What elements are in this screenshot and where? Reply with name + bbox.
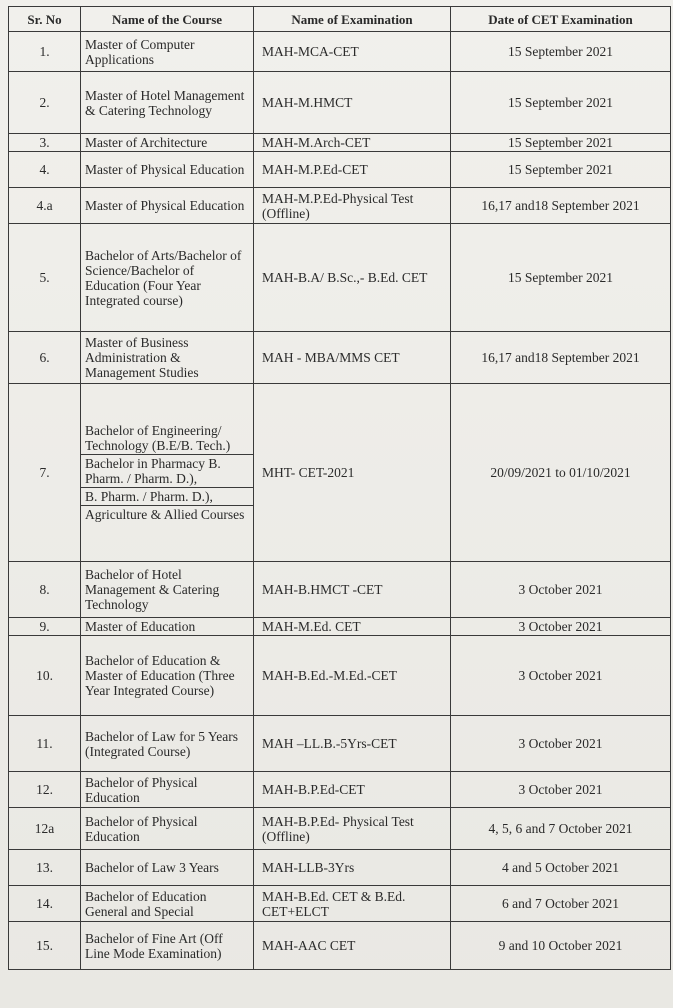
sr-no-cell: 4.a	[9, 188, 81, 224]
course-name: Bachelor of Hotel Management & Catering Technology	[85, 567, 220, 612]
table-row	[9, 850, 671, 886]
date-cell: 15 September 2021	[451, 224, 671, 332]
course-cell	[81, 72, 254, 134]
date-cell: 4 and 5 October 2021	[451, 850, 671, 886]
course-cell	[81, 152, 254, 188]
header-date: Date of CET Examination	[451, 7, 671, 32]
sr-no-cell: 11.	[9, 716, 81, 772]
sr-no-cell: 7.	[9, 384, 81, 562]
course-cell	[81, 850, 254, 886]
date-cell: 16,17 and18 September 2021	[451, 332, 671, 384]
date-cell: 15 September 2021	[451, 32, 671, 72]
examination-cell: MAH-MCA-CET	[254, 32, 451, 72]
table-row	[9, 134, 671, 152]
table-row	[9, 716, 671, 772]
table-row	[9, 152, 671, 188]
course-cell	[81, 808, 254, 850]
table-row	[9, 922, 671, 970]
examination-cell: MAH-B.P.Ed- Physical Test (Offline)	[254, 808, 451, 850]
table-row	[9, 618, 671, 636]
table-row	[9, 886, 671, 922]
course-name: Master of Architecture	[85, 135, 208, 150]
sr-no-cell: 12a	[9, 808, 81, 850]
examination-cell: MAH-AAC CET	[254, 922, 451, 970]
course-name: Bachelor of Engineering/ Technology (B.E/B. Tech.)	[85, 423, 231, 453]
sr-no-cell: 14.	[9, 886, 81, 922]
examination-cell: MAH-B.P.Ed-CET	[254, 772, 451, 808]
course-name: Master of Physical Education	[85, 162, 245, 177]
course-name: Bachelor in Pharmacy B. Pharm. / Pharm. D.),	[81, 454, 253, 487]
examination-cell: MAH-B.A/ B.Sc.,- B.Ed. CET	[254, 224, 451, 332]
course-cell	[81, 188, 254, 224]
header-course: Name of the Course	[81, 7, 254, 32]
sr-no-cell: 2.	[9, 72, 81, 134]
course-name: B. Pharm. / Pharm. D.),	[81, 487, 253, 505]
examination-cell: MAH-M.Ed. CET	[254, 618, 451, 636]
sr-no-cell: 4.	[9, 152, 81, 188]
date-cell: 15 September 2021	[451, 72, 671, 134]
course-cell	[81, 224, 254, 332]
course-name: Bachelor of Physical Education	[85, 813, 198, 844]
course-name: Bachelor of Physical Education	[85, 774, 198, 805]
table-row	[9, 32, 671, 72]
course-name: Bachelor of Law 3 Years	[85, 860, 219, 875]
course-name: Master of Education	[85, 619, 196, 634]
course-cell	[81, 32, 254, 72]
course-cell	[81, 332, 254, 384]
date-cell: 20/09/2021 to 01/10/2021	[451, 384, 671, 562]
table-row	[9, 562, 671, 618]
table-header-row	[9, 7, 671, 32]
course-name: Agriculture & Allied Courses	[81, 505, 253, 523]
course-name: Master of Computer Applications	[85, 36, 195, 67]
date-cell: 4, 5, 6 and 7 October 2021	[451, 808, 671, 850]
course-cell	[81, 618, 254, 636]
examination-cell: MAH-B.Ed. CET & B.Ed. CET+ELCT	[254, 886, 451, 922]
date-cell: 3 October 2021	[451, 772, 671, 808]
examination-cell: MAH-M.P.Ed-Physical Test (Offline)	[254, 188, 451, 224]
date-cell: 3 October 2021	[451, 716, 671, 772]
table-row	[9, 636, 671, 716]
course-cell	[81, 922, 254, 970]
course-name: Master of Physical Education	[85, 198, 245, 213]
date-cell: 3 October 2021	[451, 562, 671, 618]
examination-cell: MAH –LL.B.-5Yrs-CET	[254, 716, 451, 772]
date-cell: 3 October 2021	[451, 618, 671, 636]
course-cell	[81, 716, 254, 772]
course-name: Bachelor of Fine Art (Off Line Mode Examination)	[85, 930, 223, 961]
date-cell: 16,17 and18 September 2021	[451, 188, 671, 224]
course-name: Bachelor of Arts/Bachelor of Science/Bachelor of Education (Four Year Integrated course)	[85, 247, 242, 308]
sr-no-cell: 15.	[9, 922, 81, 970]
course-cell	[81, 886, 254, 922]
sr-no-cell: 10.	[9, 636, 81, 716]
course-name: Bachelor of Law for 5 Years (Integrated Course)	[85, 728, 238, 759]
course-name: Master of Hotel Management & Catering Technology	[85, 87, 245, 118]
course-cell	[81, 772, 254, 808]
examination-cell: MAH-B.HMCT -CET	[254, 562, 451, 618]
course-cell	[81, 134, 254, 152]
table-row	[9, 384, 671, 562]
table-row	[9, 188, 671, 224]
course-cell	[81, 562, 254, 618]
course-cell	[81, 384, 254, 562]
sr-no-cell: 9.	[9, 618, 81, 636]
table-row	[9, 224, 671, 332]
table-row	[9, 772, 671, 808]
table-body	[9, 32, 671, 970]
sr-no-cell: 1.	[9, 32, 81, 72]
header-sr-no: Sr. No	[9, 7, 81, 32]
sr-no-cell: 8.	[9, 562, 81, 618]
date-cell: 15 September 2021	[451, 134, 671, 152]
date-cell: 3 October 2021	[451, 636, 671, 716]
examination-cell: MAH-LLB-3Yrs	[254, 850, 451, 886]
examination-cell: MHT- CET-2021	[254, 384, 451, 562]
examination-cell: MAH-B.Ed.-M.Ed.-CET	[254, 636, 451, 716]
course-name: Bachelor of Education & Master of Education (Three Year Integrated Course)	[85, 653, 235, 698]
sr-no-cell: 6.	[9, 332, 81, 384]
examination-cell: MAH - MBA/MMS CET	[254, 332, 451, 384]
sr-no-cell: 13.	[9, 850, 81, 886]
examination-cell: MAH-M.HMCT	[254, 72, 451, 134]
examination-cell: MAH-M.P.Ed-CET	[254, 152, 451, 188]
header-examination: Name of Examination	[254, 7, 451, 32]
course-name: Master of Business Administration & Management Studies	[85, 335, 199, 380]
course-cell	[81, 636, 254, 716]
date-cell: 15 September 2021	[451, 152, 671, 188]
examination-cell: MAH-M.Arch-CET	[254, 134, 451, 152]
table-row	[9, 72, 671, 134]
date-cell: 6 and 7 October 2021	[451, 886, 671, 922]
course-name: Bachelor of Education General and Special	[85, 888, 207, 919]
table-row	[9, 332, 671, 384]
cet-schedule-table	[8, 6, 671, 970]
table-row	[9, 808, 671, 850]
sr-no-cell: 5.	[9, 224, 81, 332]
sr-no-cell: 3.	[9, 134, 81, 152]
sr-no-cell: 12.	[9, 772, 81, 808]
date-cell: 9 and 10 October 2021	[451, 922, 671, 970]
